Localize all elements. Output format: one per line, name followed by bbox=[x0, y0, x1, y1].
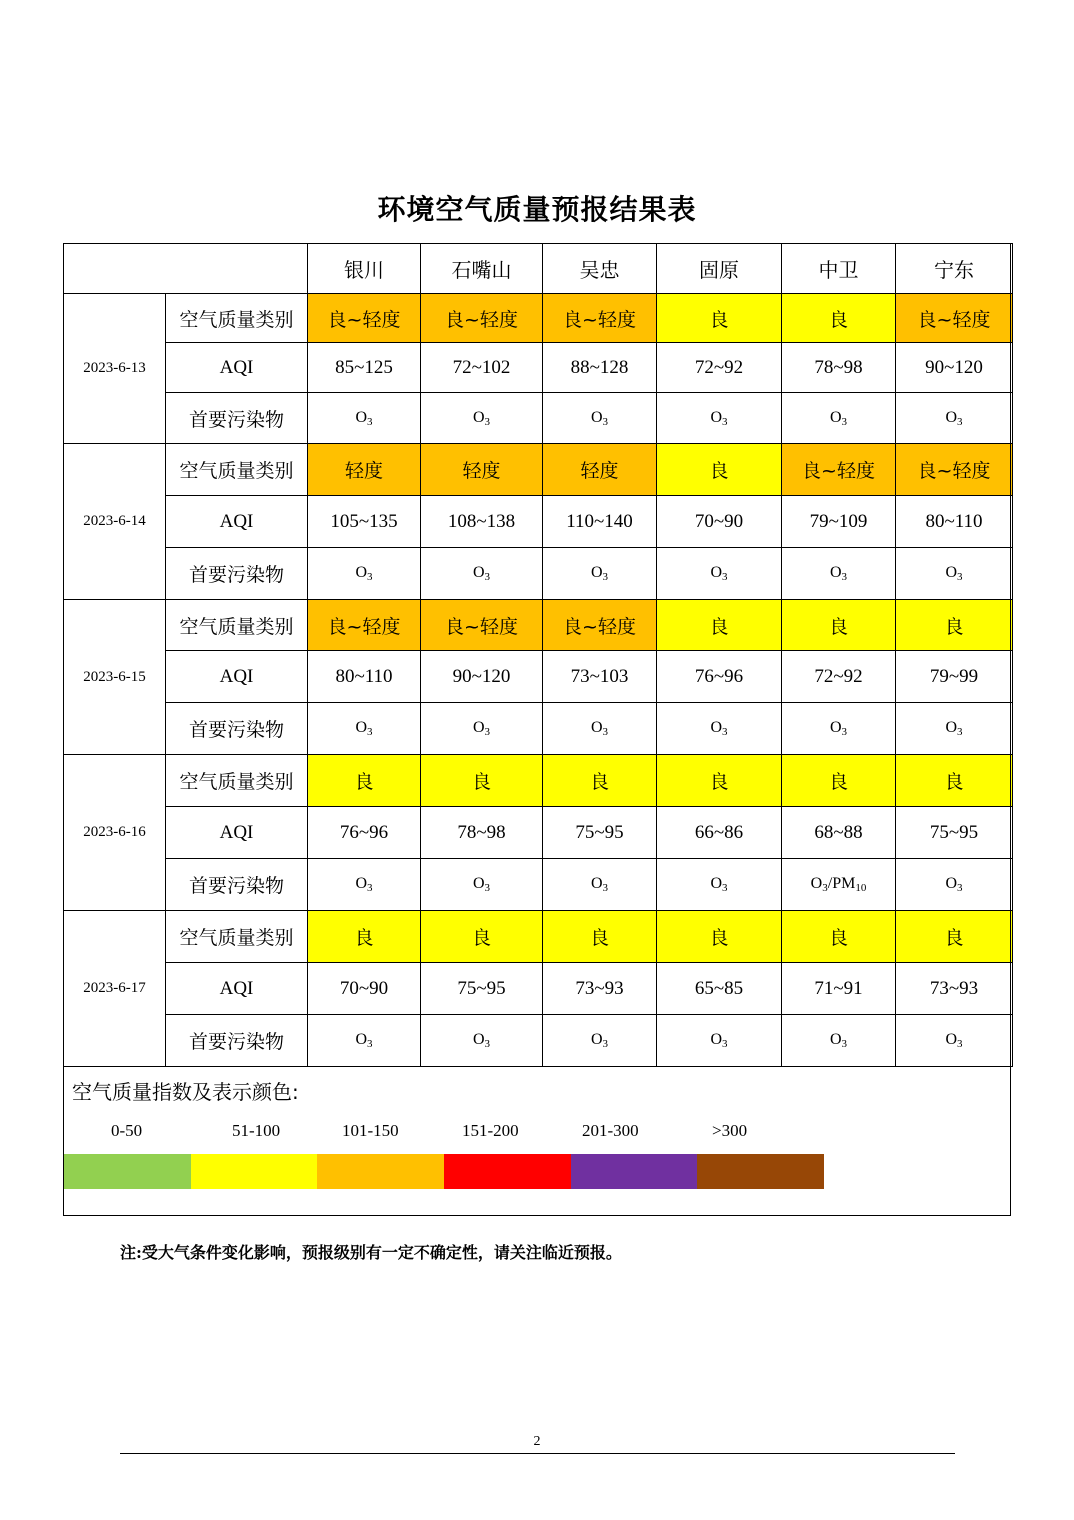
legend-swatch bbox=[697, 1154, 824, 1189]
aqi-cell: 68~88 bbox=[782, 807, 896, 859]
row-label-category: 空气质量类别 bbox=[166, 444, 308, 496]
legend-swatch bbox=[317, 1154, 444, 1189]
aqi-cell: 79~99 bbox=[896, 651, 1013, 703]
row-label-category: 空气质量类别 bbox=[166, 294, 308, 343]
legend-range-label: 151-200 bbox=[462, 1121, 519, 1140]
pollutant-cell: $O_3$ bbox=[657, 1015, 782, 1067]
date-cell: 2023-6-13 bbox=[64, 294, 166, 444]
row-label-category: 空气质量类别 bbox=[166, 600, 308, 651]
pollutant-cell: $O_3$ bbox=[421, 393, 543, 444]
aqi-cell: 72~102 bbox=[421, 343, 543, 393]
aqi-cell: 73~93 bbox=[896, 963, 1013, 1015]
pollutant-cell: $O_3$ bbox=[308, 393, 421, 444]
aqi-cell: 110~140 bbox=[543, 496, 657, 548]
pollutant-cell: $O_3$ bbox=[543, 1015, 657, 1067]
table-frame bbox=[63, 243, 1011, 1216]
legend-range-label: 0-50 bbox=[111, 1121, 143, 1140]
category-cell: 良 bbox=[421, 755, 543, 807]
row-label-aqi: AQI bbox=[166, 496, 308, 548]
pollutant-cell: $O_3$ bbox=[782, 393, 896, 444]
pollutant-cell: $O_3$ bbox=[543, 393, 657, 444]
aqi-cell: 80~110 bbox=[308, 651, 421, 703]
aqi-cell: 85~125 bbox=[308, 343, 421, 393]
category-cell: 良 bbox=[543, 755, 657, 807]
aqi-cell: 65~85 bbox=[657, 963, 782, 1015]
row-label-category: 空气质量类别 bbox=[166, 911, 308, 963]
date-cell: 2023-6-17 bbox=[64, 911, 166, 1067]
page-title: 环境空气质量预报结果表 bbox=[377, 193, 697, 226]
legend-range-label: 201-300 bbox=[582, 1121, 639, 1140]
pollutant-cell: $O_3$ bbox=[896, 1015, 1013, 1067]
category-cell: 良 bbox=[782, 600, 896, 651]
row-label-pollutant: 首要污染物 bbox=[166, 393, 308, 444]
aqi-cell: 76~96 bbox=[657, 651, 782, 703]
aqi-cell: 88~128 bbox=[543, 343, 657, 393]
row-label-pollutant: 首要污染物 bbox=[166, 859, 308, 911]
date-cell: 2023-6-14 bbox=[64, 444, 166, 600]
page-number: 2 bbox=[533, 1434, 541, 1449]
pollutant-cell: $O_3$ bbox=[421, 1015, 543, 1067]
aqi-cell: 105~135 bbox=[308, 496, 421, 548]
category-cell: 良~轻度 bbox=[896, 444, 1013, 496]
city-header: 固原 bbox=[657, 244, 782, 294]
category-cell: 轻度 bbox=[543, 444, 657, 496]
pollutant-cell: $O_3$ bbox=[421, 703, 543, 755]
legend-swatch bbox=[444, 1154, 571, 1189]
legend-swatch bbox=[191, 1154, 318, 1189]
date-cell: 2023-6-16 bbox=[64, 755, 166, 911]
pollutant-cell: $O_3/PM_{10}$ bbox=[782, 859, 896, 911]
aqi-cell: 73~93 bbox=[543, 963, 657, 1015]
pollutant-cell: $O_3$ bbox=[308, 1015, 421, 1067]
pollutant-cell: $O_3$ bbox=[782, 1015, 896, 1067]
date-cell: 2023-6-15 bbox=[64, 600, 166, 755]
category-cell: 良 bbox=[896, 600, 1013, 651]
pollutant-cell: $O_3$ bbox=[308, 548, 421, 600]
aqi-cell: 79~109 bbox=[782, 496, 896, 548]
city-header: 银川 bbox=[308, 244, 421, 294]
footnote: 注:受大气条件变化影响，预报级别有一定不确定性，请关注临近预报。 bbox=[120, 1243, 622, 1262]
category-cell: 良 bbox=[657, 755, 782, 807]
row-label-aqi: AQI bbox=[166, 963, 308, 1015]
aqi-cell: 70~90 bbox=[657, 496, 782, 548]
pollutant-cell: $O_3$ bbox=[782, 703, 896, 755]
category-cell: 良 bbox=[543, 911, 657, 963]
pollutant-cell: $O_3$ bbox=[896, 548, 1013, 600]
aqi-cell: 108~138 bbox=[421, 496, 543, 548]
aqi-cell: 72~92 bbox=[657, 343, 782, 393]
city-header: 中卫 bbox=[782, 244, 896, 294]
category-cell: 轻度 bbox=[421, 444, 543, 496]
category-cell: 良 bbox=[782, 755, 896, 807]
category-cell: 良~轻度 bbox=[782, 444, 896, 496]
aqi-cell: 78~98 bbox=[782, 343, 896, 393]
pollutant-cell: $O_3$ bbox=[421, 859, 543, 911]
category-cell: 良~轻度 bbox=[308, 294, 421, 343]
category-cell: 良 bbox=[657, 444, 782, 496]
row-label-aqi: AQI bbox=[166, 807, 308, 859]
pollutant-cell: $O_3$ bbox=[421, 548, 543, 600]
aqi-cell: 80~110 bbox=[896, 496, 1013, 548]
category-cell: 良 bbox=[896, 755, 1013, 807]
aqi-cell: 90~120 bbox=[421, 651, 543, 703]
legend-swatch bbox=[571, 1154, 698, 1189]
aqi-cell: 66~86 bbox=[657, 807, 782, 859]
footer-rule bbox=[120, 1453, 955, 1454]
legend-color-bar bbox=[64, 1154, 824, 1189]
category-cell: 良 bbox=[657, 294, 782, 343]
pollutant-cell: $O_3$ bbox=[543, 703, 657, 755]
category-cell: 良~轻度 bbox=[543, 600, 657, 651]
legend-labels bbox=[0, 1121, 1074, 1143]
pollutant-cell: $O_3$ bbox=[896, 703, 1013, 755]
city-header: 石嘴山 bbox=[421, 244, 543, 294]
pollutant-cell: $O_3$ bbox=[308, 859, 421, 911]
aqi-cell: 76~96 bbox=[308, 807, 421, 859]
row-label-pollutant: 首要污染物 bbox=[166, 1015, 308, 1067]
category-cell: 良 bbox=[896, 911, 1013, 963]
pollutant-cell: $O_3$ bbox=[308, 703, 421, 755]
legend-title: 空气质量指数及表示颜色: bbox=[72, 1080, 299, 1104]
row-label-aqi: AQI bbox=[166, 651, 308, 703]
category-cell: 良 bbox=[657, 911, 782, 963]
pollutant-cell: $O_3$ bbox=[657, 703, 782, 755]
pollutant-cell: $O_3$ bbox=[543, 548, 657, 600]
pollutant-cell: $O_3$ bbox=[657, 548, 782, 600]
aqi-cell: 75~95 bbox=[543, 807, 657, 859]
category-cell: 轻度 bbox=[308, 444, 421, 496]
pollutant-cell: $O_3$ bbox=[896, 859, 1013, 911]
aqi-cell: 75~95 bbox=[896, 807, 1013, 859]
aqi-cell: 72~92 bbox=[782, 651, 896, 703]
category-cell: 良~轻度 bbox=[896, 294, 1013, 343]
category-cell: 良~轻度 bbox=[421, 600, 543, 651]
city-header: 吴忠 bbox=[543, 244, 657, 294]
category-cell: 良 bbox=[421, 911, 543, 963]
pollutant-cell: $O_3$ bbox=[657, 859, 782, 911]
aqi-cell: 73~103 bbox=[543, 651, 657, 703]
aqi-cell: 71~91 bbox=[782, 963, 896, 1015]
legend-swatch bbox=[64, 1154, 191, 1189]
row-label-pollutant: 首要污染物 bbox=[166, 548, 308, 600]
city-header: 宁东 bbox=[896, 244, 1013, 294]
pollutant-cell: $O_3$ bbox=[657, 393, 782, 444]
row-label-pollutant: 首要污染物 bbox=[166, 703, 308, 755]
pollutant-cell: $O_3$ bbox=[896, 393, 1013, 444]
category-cell: 良 bbox=[782, 294, 896, 343]
legend-range-label: >300 bbox=[712, 1121, 748, 1140]
row-label-category: 空气质量类别 bbox=[166, 755, 308, 807]
category-cell: 良 bbox=[657, 600, 782, 651]
category-cell: 良 bbox=[782, 911, 896, 963]
category-cell: 良~轻度 bbox=[308, 600, 421, 651]
row-label-aqi: AQI bbox=[166, 343, 308, 393]
category-cell: 良~轻度 bbox=[421, 294, 543, 343]
legend-range-label: 51-100 bbox=[232, 1121, 281, 1140]
category-cell: 良 bbox=[308, 911, 421, 963]
aqi-cell: 90~120 bbox=[896, 343, 1013, 393]
legend-range-label: 101-150 bbox=[342, 1121, 399, 1140]
aqi-cell: 78~98 bbox=[421, 807, 543, 859]
category-cell: 良 bbox=[308, 755, 421, 807]
aqi-cell: 75~95 bbox=[421, 963, 543, 1015]
aqi-cell: 70~90 bbox=[308, 963, 421, 1015]
pollutant-cell: $O_3$ bbox=[543, 859, 657, 911]
category-cell: 良~轻度 bbox=[543, 294, 657, 343]
pollutant-cell: $O_3$ bbox=[782, 548, 896, 600]
